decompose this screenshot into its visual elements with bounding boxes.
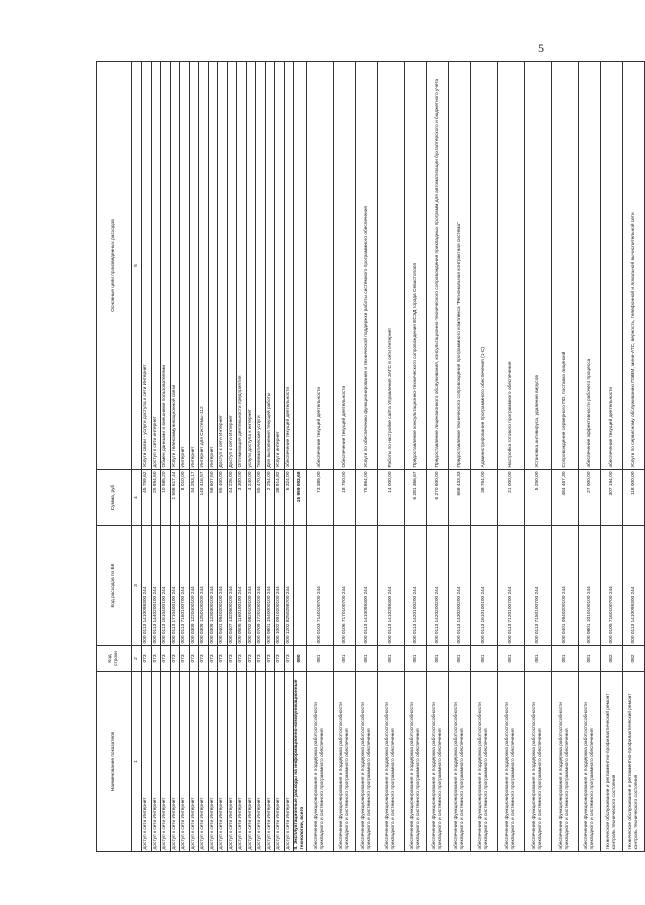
table-row [525, 62, 552, 852]
row-amount: 6 324,00 [284, 470, 294, 526]
row-purpose: Обмен данными и внешними пользователями [161, 62, 171, 470]
row-code: 073 [199, 646, 209, 672]
row-amount: 668 433,33 [449, 470, 471, 526]
row-amount: 307 194,00 [601, 470, 623, 526]
row-indicator-name: обеспечение функционирования и поддержка работоспособности прикладного и системного программного обеспечения [378, 672, 405, 852]
header-indicator-name: Наименование показателя [97, 672, 132, 852]
row-amount: 4 240,00 [246, 470, 256, 526]
row-budget-code: 000 0113 1410299300 244 [378, 526, 405, 646]
row-indicator-name: доступ к сети Интернет [275, 672, 285, 852]
row-budget-code: 000 0113 1420200200 244 [427, 526, 449, 646]
table-header-row [97, 62, 132, 852]
row-code: 073 [180, 646, 190, 672]
row-indicator-name: доступ к сети Интернет [218, 672, 228, 852]
header-purpose: Основные цели произведенных расходов [97, 62, 132, 470]
row-budget-code: 000 0113 1430200200 244 [449, 526, 471, 646]
row-budget-code: 000 0801 1540000100 244 [265, 526, 275, 646]
row-code: 081 [356, 646, 378, 672]
row-code: 073 [227, 646, 237, 672]
table-row [623, 62, 645, 852]
table-row [307, 62, 334, 852]
row-purpose: доступ к сети интернет [151, 62, 161, 470]
row-code: 073 [275, 646, 285, 672]
row-purpose: Интернет [208, 62, 218, 470]
row-amount: 8 010,00 [180, 470, 190, 526]
row-indicator-name: обеспечение функционирования и поддержка работоспособности прикладного и системного программного обеспечения [498, 672, 525, 852]
row-purpose: Для выполнения текущей работы [265, 62, 275, 470]
row-indicator-name: доступ к сети Интернет [256, 672, 266, 852]
table-row [199, 62, 209, 852]
table-row [427, 62, 449, 852]
row-budget-code: 000 0113 1440200100 244 [151, 526, 161, 646]
row-purpose: Настройка готового программного обеспечения [498, 62, 525, 470]
row-budget-code: 000 1202 8250298700 244 [284, 526, 294, 646]
row-budget-code: 000 0113 7120100700 244 [498, 526, 525, 646]
row-code: 073 [208, 646, 218, 672]
table-row [275, 62, 285, 852]
row-code: 080 [294, 646, 307, 672]
table-row [294, 62, 307, 852]
row-code: 073 [142, 646, 152, 672]
row-budget-code: 000 0113 1410099300 244 [356, 526, 378, 646]
row-indicator-name: обеспечение функционирования и поддержка работоспособности прикладного и системного программного обеспечения [334, 672, 356, 852]
row-indicator-name: доступ к сети Интернет [237, 672, 247, 852]
row-indicator-name: II. Эксплуатационные расходы на информационно-коммуникационные технологии, всего [294, 672, 307, 852]
row-code: 073 [218, 646, 228, 672]
row-purpose: обеспечение текущей деятельности [284, 62, 294, 470]
row-indicator-name: техническое обслуживание и регламентно-профилактический ремонт контроль технического состояния [601, 672, 623, 852]
row-purpose: услуги доступа к интернет [246, 62, 256, 470]
table-row [180, 62, 190, 852]
row-budget-code: 000 0801 1010100100 244 [579, 526, 601, 646]
row-amount: 65 400,00 [218, 470, 228, 526]
row-indicator-name: обеспечение функционирования и поддержка работоспособности прикладного и системного программного обеспечения [471, 672, 498, 852]
table-row [378, 62, 405, 852]
row-code: 081 [579, 646, 601, 672]
row-budget-code: 000 0113 1420100200 244 [405, 526, 427, 646]
row-amount: 44 226,00 [227, 470, 237, 526]
row-budget-code: 000 0113 1410099300 244 [623, 526, 645, 646]
table-row [161, 62, 171, 852]
row-code: 073 [151, 646, 161, 672]
row-indicator-name: доступ к сети Интернет [265, 672, 275, 852]
table-row [265, 62, 275, 852]
row-budget-code: 000 0113 1610400100 244 [161, 526, 171, 646]
page-number: 5 [538, 41, 544, 55]
row-purpose: Предоставление консультационно-технического сопровождения ЕСЭД города Севастополя [405, 62, 427, 470]
row-indicator-name: доступ к сети Интернет [151, 672, 161, 852]
row-purpose: Услуги интернет [275, 62, 285, 470]
row-code: 073 [161, 646, 171, 672]
row-code: 081 [525, 646, 552, 672]
table-row [246, 62, 256, 852]
row-indicator-name: обеспечение функционирования и поддержка работоспособности прикладного и системного программного обеспечения [405, 672, 427, 852]
row-code: 081 [307, 646, 334, 672]
row-amount: 25 994,60 [151, 470, 161, 526]
table-row [218, 62, 228, 852]
row-purpose: Интернет для Системы-112 [199, 62, 209, 470]
row-indicator-name: обеспечение функционирования и поддержка работоспособности прикладного и системного программного обеспечения [307, 672, 334, 852]
row-purpose: Работы по настройке сайта Управления ЗАГС в сети Интернет [378, 62, 405, 470]
row-budget-code: 000 0309 1220400100 244 [189, 526, 199, 646]
row-code: 081 [471, 646, 498, 672]
row-indicator-name: обеспечение функционирования и поддержка работоспособности прикладного и системного программного обеспечения [525, 672, 552, 852]
row-purpose: Установка антивируса, удаление вирусов [525, 62, 552, 470]
row-indicator-name: доступ к сети Интернет [170, 672, 180, 852]
row-purpose: Администрирование программного обеспечения (1-С) [471, 62, 498, 470]
row-code: 081 [498, 646, 525, 672]
row-amount: 2 254,00 [265, 470, 275, 526]
table-body [142, 62, 645, 852]
expense-table [96, 61, 645, 852]
table-row [449, 62, 471, 852]
table-row [405, 62, 427, 852]
column-number-row [132, 62, 142, 852]
table-row [356, 62, 378, 852]
row-amount: 118 000,00 [623, 470, 645, 526]
table-row [284, 62, 294, 852]
table-row [601, 62, 623, 852]
row-purpose: Интернет [189, 62, 199, 470]
row-budget-code: 000 0401 0940200100 244 [552, 526, 579, 646]
row-amount: 27 000,00 [579, 470, 601, 526]
row-budget-code: 000 0709 1720100100 244 [256, 526, 266, 646]
row-amount: 18 750,00 [334, 470, 356, 526]
column-number: 3 [132, 526, 142, 646]
table-row [227, 62, 237, 852]
row-indicator-name: доступ к сети Интернет [208, 672, 218, 852]
row-budget-code: 000 0309 1230300100 244 [208, 526, 218, 646]
row-purpose: обеспечение эффективности рабочего процесса [579, 62, 601, 470]
row-indicator-name: доступ к сети Интернет [227, 672, 237, 852]
table-row [579, 62, 601, 852]
row-code: 073 [246, 646, 256, 672]
row-code: 073 [284, 646, 294, 672]
row-budget-code: 000 0106 7170100700 244 [334, 526, 356, 646]
row-indicator-name: доступ к сети Интернет [161, 672, 171, 852]
table-row [170, 62, 180, 852]
row-purpose: Интернет [180, 62, 190, 470]
row-amount: 6 270 600,00 [427, 470, 449, 526]
row-purpose: Доступ к сети Интернет [218, 62, 228, 470]
row-budget-code: 000 1002 0910200100 244 [275, 526, 285, 646]
table-row [256, 62, 266, 852]
row-indicator-name: техническое обслуживание и регламентно-профилактический ремонт контроль технического состояния [623, 672, 645, 852]
row-purpose: Предоставление лицензионного обслуживания, консультационно-технического сопровождения прикладных программ для автоматизации бухгалтерского и бюджетного учета [427, 62, 449, 470]
row-budget-code: 000 0113 1710400100 244 [170, 526, 180, 646]
row-purpose: Обеспечение текущей деятельности [334, 62, 356, 470]
row-purpose: Сопровождение серверного ПО, поставка лицензий [552, 62, 579, 470]
row-budget-code: 000 0113 1610100100 244 [471, 526, 498, 646]
row-purpose: Услуги телекоммуникационной связи [170, 62, 180, 470]
row-budget-code: 000 0407 1320600100 244 [227, 526, 237, 646]
row-purpose: Предоставление технического сопровождения программного комплекса "Региональная контрактная система" [449, 62, 471, 470]
row-purpose: Оптимизация деятельности предприятия [237, 62, 247, 470]
row-code: 073 [170, 646, 180, 672]
row-code: 081 [449, 646, 471, 672]
row-purpose: Услуги связи - услуги доступа к сети Интернет [142, 62, 152, 470]
row-code: 081 [552, 646, 579, 672]
row-code: 073 [256, 646, 266, 672]
column-number: 2 [132, 646, 142, 672]
row-amount: 15 959 002,68 [294, 470, 307, 526]
table-row [237, 62, 247, 852]
row-indicator-name: доступ к сети Интернет [284, 672, 294, 852]
row-purpose: Телематические услуги [256, 62, 266, 470]
row-amount: 10 585,20 [161, 470, 171, 526]
row-indicator-name: доступ к сети Интернет [142, 672, 152, 852]
row-budget-code [294, 526, 307, 646]
row-amount: 55 470,00 [256, 470, 266, 526]
rotated-table-frame [96, 62, 639, 852]
table-row [142, 62, 152, 852]
row-code: 081 [334, 646, 356, 672]
row-indicator-name: доступ к сети Интернет [180, 672, 190, 852]
row-amount: 38 914,82 [275, 470, 285, 526]
row-purpose: обеспечение текущей деятельности [307, 62, 334, 470]
row-purpose [294, 62, 307, 470]
column-number: 5 [132, 62, 142, 470]
row-budget-code: 000 0505 1160100100 244 [237, 526, 247, 646]
row-amount: 73 389,00 [307, 470, 334, 526]
row-indicator-name: обеспечение функционирования и поддержка работоспособности прикладного и системного программного обеспечения [427, 672, 449, 852]
row-amount: 75 864,00 [356, 470, 378, 526]
row-amount: 58 607,50 [208, 470, 218, 526]
column-number: 4 [132, 470, 142, 526]
row-budget-code: 000 0105 7160100700 244 [601, 526, 623, 646]
row-code: 081 [427, 646, 449, 672]
row-code: 082 [601, 646, 623, 672]
row-amount: 38 764,00 [471, 470, 498, 526]
row-budget-code: 000 0401 0940200100 244 [218, 526, 228, 646]
row-indicator-name: обеспечение функционирования и поддержка работоспособности прикладного и системного программного обеспечения [552, 672, 579, 852]
row-code: 081 [405, 646, 427, 672]
row-amount: 1 598 617,44 [170, 470, 180, 526]
row-indicator-name: доступ к сети Интернет [199, 672, 209, 852]
header-amount: Сумма, руб [97, 470, 132, 526]
row-purpose: Доступ к сети Интернет [227, 62, 237, 470]
row-code: 073 [189, 646, 199, 672]
row-budget-code: 000 0113 1410099300 244 [142, 526, 152, 646]
row-budget-code: 000 0103 7140100700 244 [307, 526, 334, 646]
row-code: 073 [237, 646, 247, 672]
row-amount: 3 300,00 [237, 470, 247, 526]
row-code: 081 [378, 646, 405, 672]
column-number: 1 [132, 672, 142, 852]
row-indicator-name: доступ к сети Интернет [189, 672, 199, 852]
row-budget-code: 000 0702 0820100100 244 [246, 526, 256, 646]
header-row-code: Код строки [97, 646, 132, 672]
table-row [208, 62, 218, 852]
table-row [498, 62, 525, 852]
table-row [189, 62, 199, 852]
row-purpose: обеспечение текущей деятельности [601, 62, 623, 470]
row-amount: 484 467,30 [552, 470, 579, 526]
row-indicator-name: обеспечение функционирования и поддержка работоспособности прикладного и системного программного обеспечения [449, 672, 471, 852]
row-amount: 34 253,17 [189, 470, 199, 526]
row-amount: 149 416,57 [199, 470, 209, 526]
row-purpose: Услуги по обеспечению функционирования и технической поддержки работы системного программного обеспечения [356, 62, 378, 470]
header-budget-code: Код расходов по БК [97, 526, 132, 646]
row-indicator-name: обеспечение функционирования и поддержка работоспособности прикладного и системного программного обеспечения [579, 672, 601, 852]
table-row [471, 62, 498, 852]
row-amount: 21 000,00 [498, 470, 525, 526]
row-indicator-name: обеспечение функционирования и поддержка работоспособности прикладного и системного программного обеспечения [356, 672, 378, 852]
row-budget-code: 000 0113 7160100700 244 [180, 526, 190, 646]
table-row [151, 62, 161, 852]
table-row [552, 62, 579, 852]
row-code: 082 [623, 646, 645, 672]
row-indicator-name: доступ к сети Интернет [246, 672, 256, 852]
row-purpose: Услуги по сервисному обслуживанию ПЭВМ, мини-АТС, верность, телефонной и локальной вычислительной сети [623, 62, 645, 470]
row-amount: 6 281 366,67 [405, 470, 427, 526]
row-amount: 14 000,00 [378, 470, 405, 526]
row-budget-code: 000 0309 1250100200 244 [199, 526, 209, 646]
table-row [334, 62, 356, 852]
row-amount: 45 759,62 [142, 470, 152, 526]
row-budget-code: 000 0113 7150100700 244 [525, 526, 552, 646]
row-amount: 5 250,00 [525, 470, 552, 526]
row-code: 073 [265, 646, 275, 672]
